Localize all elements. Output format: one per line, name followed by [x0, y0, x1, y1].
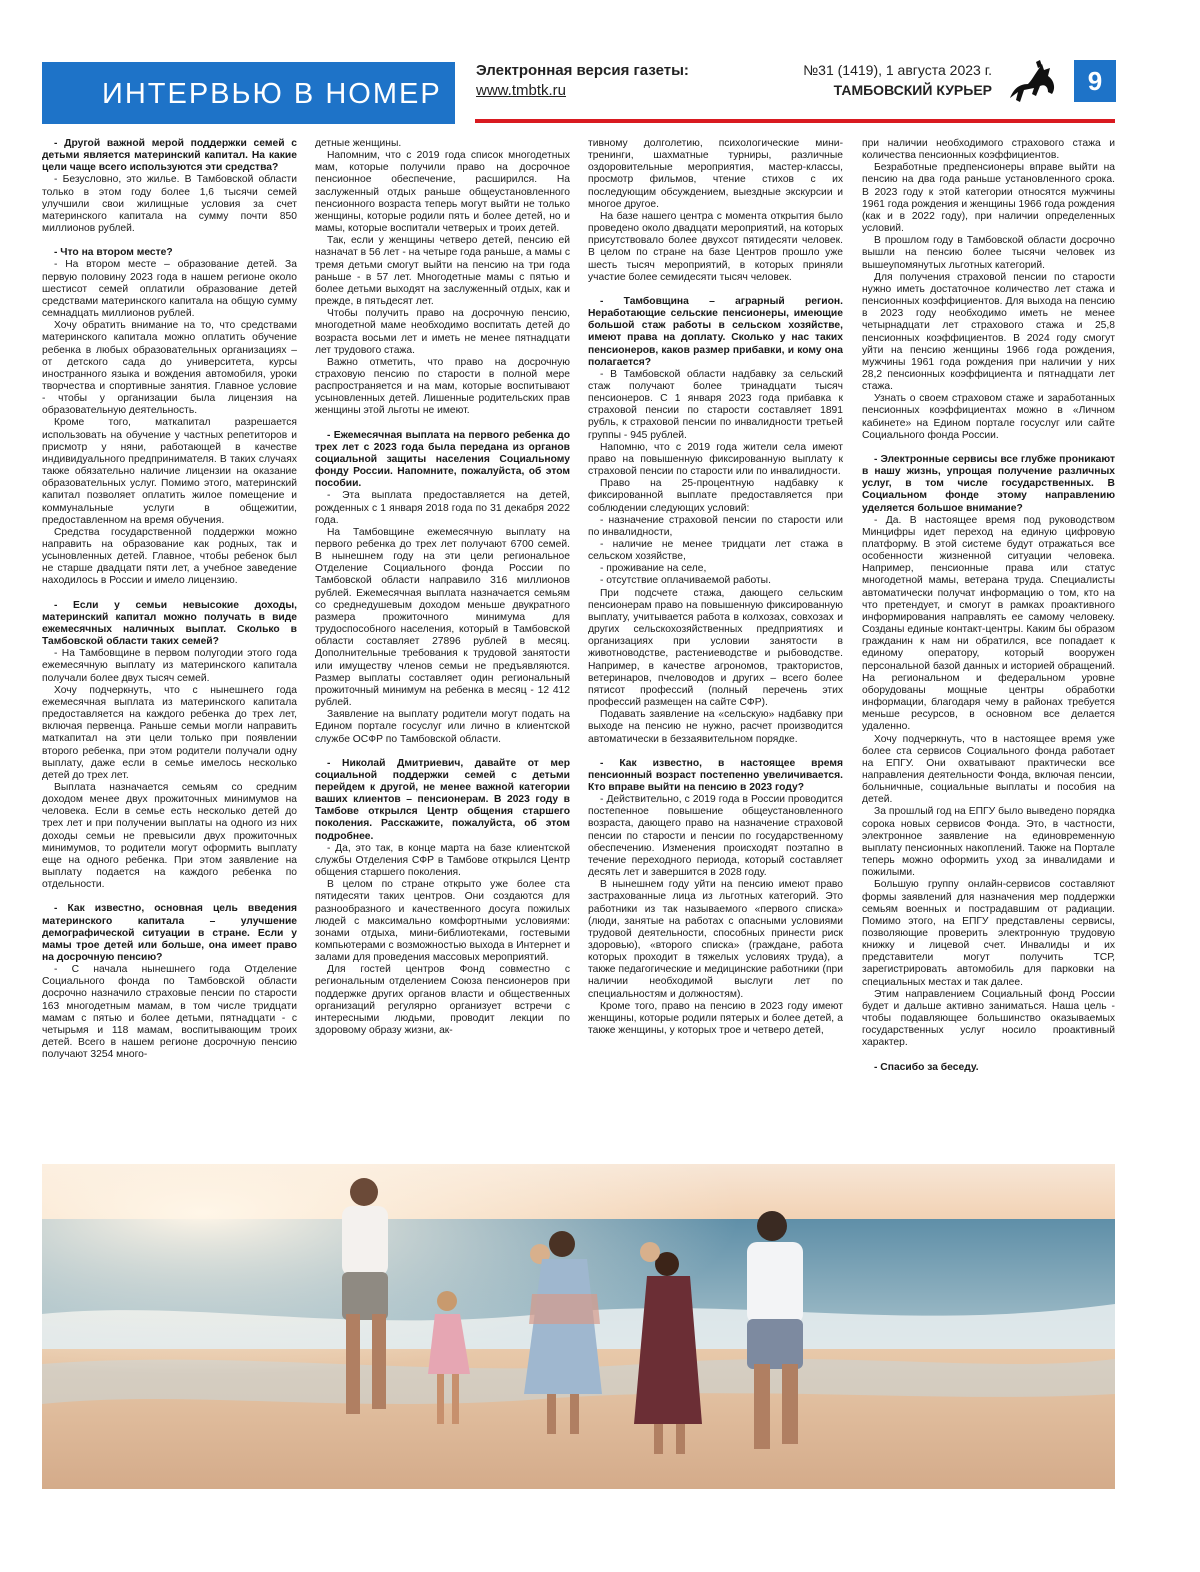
- article-paragraph: - наличие не менее тридцати лет стажа в сельском хозяйстве,: [588, 539, 843, 563]
- article-paragraph: - Действительно, с 2019 года в России проводится постепенное повышение общеустановленного возраста, дающего право на назначение страховой пенсии по старости и пенсии по государственному обеспечению. Изменения происходят поэтапно в течение переходного периода, который составляет десять лет и завершится в 2028 году.: [588, 794, 843, 879]
- article-paragraph: Безработные предпенсионеры вправе выйти на пенсию на два года раньше установленного срока. В 2023 году к этой категории относятся мужчины 1961 года рождения и женщины 1966 года рождения (как и в 2022 году), при наличии определенных условий.: [862, 162, 1115, 235]
- article-paragraph: В целом по стране открыто уже более ста пятидесяти таких центров. Они создаются для разнообразного и качественного досуга пожилых людей с максимально комфортными условиями: зонами отдыха, мини-библиотеками, гостевыми компьютерами с возможностью выхода в Интернет и залами для проведения массовых мероприятий.: [315, 879, 570, 964]
- page-number: 9: [1074, 60, 1116, 102]
- article-paragraph: Подавать заявление на «сельскую» надбавку при выходе на пенсию не нужно, расчет производится автоматически в беззаявительном порядке.: [588, 709, 843, 745]
- article-paragraph: тивному долголетию, психологические мини-тренинги, шахматные турниры, различные оздоровительные мероприятия, мастер-классы, просмотр фильмов, чтение стихов с их последующим обсуждением, выездные экскурсии и многое другое.: [588, 138, 843, 210]
- article-paragraph: Так, если у женщины четверо детей, пенсию ей назначат в 56 лет - на четыре года раньше, а мамы с тремя детьми смогут выйти на пенсию на три года раньше - в 57 лет. Многодетные мамы с пятью и более детьми выходят на заслуженный отдых, как и прежде, в пятьдесят лет.: [315, 235, 570, 308]
- article-paragraph: - Эта выплата предоставляется на детей, рожденных с 1 января 2018 года по 31 декабря 2022 года.: [315, 490, 570, 526]
- article-paragraph: В прошлом году в Тамбовской области досрочно вышли на пенсию более тысячи человек из вышеупомянутых льготных категорий.: [862, 235, 1115, 271]
- article-paragraph: Важно отметить, что право на досрочную страховую пенсию по старости в полной мере распространяется и на мам, которые воспитывают усыновленных детей. Лишенные родительских прав женщины этой льготы не имеют.: [315, 356, 570, 417]
- header-divider: [475, 119, 1115, 123]
- family-beach-photo: [42, 1164, 1115, 1489]
- section-banner: [42, 62, 455, 124]
- article-column-3: [588, 138, 843, 1160]
- article-paragraph: Средства государственной поддержки можно направить на образование как родных, так и усыновленных детей. Главное, чтобы ребенок был не старше двадцати пяти лет, а учебное заведение находилось в России и имело лицензию.: [42, 526, 297, 587]
- article-paragraph: - Да, это так, в конце марта на базе клиентской службы Отделения СФР в Тамбове открылся Центр общения старшего поколения.: [315, 842, 570, 879]
- article-paragraph: Напомню, что с 2019 года жители села имеют право на повышенную фиксированную выплату к страховой пенсии по старости или по инвалидности.: [588, 441, 843, 478]
- article-column-1: [42, 138, 297, 1160]
- article-paragraph: Для гостей центров Фонд совместно с региональным отделением Союза пенсионеров при поддержке других органов власти и общественных организаций регулярно организует встречи с интересными людьми, проводит лекции по здоровому образу жизни, ак-: [315, 964, 570, 1037]
- interview-question: - Электронные сервисы все глубже проникают в нашу жизнь, упрощая получение различных услуг, в том числе государственных. В Социальном фонде этому направлению уделяется большое внимание?: [862, 453, 1115, 514]
- article-paragraph: при наличии необходимого страхового стажа и количества пенсионных коэффициентов.: [862, 138, 1115, 162]
- article-paragraph: На Тамбовщине ежемесячную выплату на первого ребенка до трех лет получают 6700 семей. В нынешнем году на эти цели региональное Отделение Социального фонда России по Тамбовской области направило 316 миллионов рублей. Ежемесячная выплата назначается семьям со среднедушевым доходом меньше двукратного размера прожиточного минимума для трудоспособного населения, который в Тамбовской области составляет 27896 рублей в месяц. Дополнительные требования к трудовой занятости или имуществу членов семьи не предъявляются. Размер выплаты составляет один региональный прожиточный минимум на ребенка в месяц - 12 412 рублей.: [315, 526, 570, 709]
- interview-question: - Тамбовщина – аграрный регион. Неработающие сельские пенсионеры, имеющие большой стаж работы в сельском хозяйстве, имеют права на доплату. Сколько у нас таких пенсионеров, каков размер прибавки, и кому она полагается?: [588, 295, 843, 368]
- article-paragraph: - проживание на селе,: [600, 563, 707, 575]
- article-paragraph: - На Тамбовщине в первом полугодии этого года ежемесячную выплату из материнского капитала получали более двух тысяч семей.: [42, 648, 297, 684]
- interview-question: - Как известно, основная цель введения материнского капитала – улучшение демографической ситуации в стране. Если у мамы трое детей или больше, она имеет право на досрочную пенсию?: [42, 903, 297, 963]
- interview-question: - Ежемесячная выплата на первого ребенка до трех лет с 2023 года была передана из органов социальной защиты населения Социальному фонду России. Напомните, пожалуйста, об этом пособии.: [315, 429, 570, 490]
- article-paragraph: Право на 25-процентную надбавку к фиксированной выплате предоставляется при соблюдении следующих условий:: [588, 478, 843, 514]
- article-paragraph: - С начала нынешнего года Отделение Социального фонда по Тамбовской области досрочно назначило страховые пенсии по старости 163 многодетным мамам, в том числе тридцати мамам с пятью и более детьми, пятнадцати - с четырьмя и 118 мамам, воспитывающим троих детей. Всего в нашем регионе досрочную пенсию получают 3254 много-: [42, 964, 297, 1061]
- article-paragraph: Этим направлением Социальный фонд России будет и дальше активно заниматься. Наша цель - чтобы подавляющее большинство оказываемых государственных услуг носило проактивный характер.: [862, 988, 1115, 1049]
- article-paragraph: - В Тамбовской области надбавку за сельский стаж получают более тринадцати тысяч пенсионеров. С 1 января 2023 года прибавка к страховой пенсии по старости составляет 1891 рубль, к страховой пенсии по инвалидности третьей группы - 945 рублей.: [588, 368, 843, 441]
- interview-question: - Спасибо за беседу.: [874, 1061, 979, 1073]
- article-paragraph: - отсутствие оплачиваемой работы.: [600, 575, 771, 587]
- article-paragraph: - Да. В настоящее время под руководством Минцифры идет переход на единую цифровую платформу. В этой системе будут отражаться все особенности жизненной ситуации человека. Например, пенсионные права или статус многодетной мамы, ветерана труда. Специалисты автоматически получат информацию о том, кто на что претендует, и смогут в рамках проактивного информирования направлять ее самому человеку. Созданы единые контакт-центры. Каким бы образом гражданин к нам ни обратился, все попадает к единому оператору, который вооружен персональной базой данных и историей обращений. На региональном и федеральном уровне оборудованы мощные центры обработки информации, благодаря чему в районах требуется меньше ресурсов, в основном все делается удаленно.: [862, 514, 1115, 733]
- article-paragraph: Хочу обратить внимание на то, что средствами материнского капитала можно оплатить обучение ребенка в любых образовательных организациях – от детского сада до университета, курсы иностранного языка и вождения автомобиля, уроки творчества и спортивные занятия. Главное условие - чтобы у организации была лицензия на образовательную деятельность.: [42, 320, 297, 417]
- issue-info: №31 (1419), 1 августа 2023 г.: [803, 62, 992, 78]
- edition-url-link[interactable]: www.tmbtk.ru: [476, 82, 567, 99]
- article-paragraph: Хочу подчеркнуть, что в настоящее время уже более ста сервисов Социального фонда работает на ЕПГУ. Они охватывают практически все направления деятельности Фонда, включая пенсии, больничные, социальные выплаты и пособия на детей.: [862, 733, 1115, 806]
- article-paragraph: Заявление на выплату родители могут подать на Едином портале госуслуг или лично в клиентской службе ОСФР по Тамбовской области.: [315, 709, 570, 745]
- article-paragraph: - назначение страховой пенсии по старости или по инвалидности,: [588, 514, 843, 538]
- article-paragraph: - Безусловно, это жилье. В Тамбовской области только в этом году более 1,6 тысячи семей улучшили свои жилищные условия за счет материнского капитала на сумму почти 850 миллионов рублей.: [42, 174, 297, 235]
- article-paragraph: Выплата назначается семьям со средним доходом менее двух прожиточных минимумов на человека. Если в семье есть несколько детей до трех лет и при получении выплаты на одного из них доходы семьи не превысили двух прожиточных минимумов, то родители могут оформить выплату еще на одного ребенка. При этом заявление на выплату подается на каждого ребенка по отдельности.: [42, 781, 297, 891]
- article-paragraph: Кроме того, маткапитал разрешается использовать на обучение у частных репетиторов и присмотр у няни, работающей в качестве индивидуального предпринимателя. В таких случаях также обязательно наличие лицензии на оказание образовательных услуг. Помимо этого, материнский капитал позволяет оплатить жилое помещение и коммунальные услуги в общежитии, предоставленном на время обучения.: [42, 417, 297, 526]
- article-column-2: [315, 138, 570, 1160]
- horse-rider-logo-icon: [1002, 58, 1062, 108]
- article-column-4: [862, 138, 1115, 1160]
- interview-question: - Другой важной мерой поддержки семей с детьми является материнский капитал. На какие цели чаще всего используются эти средства?: [42, 138, 297, 174]
- article-paragraph: детные женщины.: [315, 138, 402, 149]
- interview-question: - Если у семьи невысокие доходы, материнский капитал можно получать в виде ежемесячных наличных выплат. Сколько в Тамбовской области таких семей?: [42, 599, 297, 648]
- section-title: ИНТЕРВЬЮ В НОМЕР: [102, 78, 442, 110]
- article-paragraph: Хочу подчеркнуть, что с нынешнего года ежемесячная выплата из материнского капитала предоставляется на каждого ребенка до трех лет, включая первенца. Раньше семьи могли направить маткапитал на эти цели только при появлении второго ребенка, при этом родители получали одну выплату, даже если в семье имелось несколько детей до трех лет.: [42, 684, 297, 781]
- article-paragraph: В нынешнем году уйти на пенсию имеют право застрахованные лица из льготных категорий. Это работники из так называемого «первого списка» (люди, занятые на работах с опасными условиями трудовой деятельности, способных принести риск здоровью), «второго списка» (граждане, работа которых проходит в тяжелых условиях труда), а также педагогические и медицинские работники (при наличии необходимой выслуги лет по специальностям и должностям).: [588, 879, 843, 1000]
- interview-question: - Как известно, в настоящее время пенсионный возраст постепенно увеличивается. Кто вправе выйти на пенсию в 2023 году?: [588, 757, 843, 793]
- article-paragraph: Чтобы получить право на досрочную пенсию, многодетной маме необходимо воспитать детей до возраста восьми лет и иметь не менее пятнадцати лет трудового стажа.: [315, 308, 570, 356]
- article-paragraph: На базе нашего центра с момента открытия было проведено около двадцати мероприятий, на которых присутствовало более двухсот пятидесяти человек. В целом по стране на базе Центров прошло уже шесть тысяч мероприятий, в которых приняли участие более семидесяти тысяч человек.: [588, 210, 843, 283]
- article-paragraph: Узнать о своем страховом стаже и заработанных пенсионных коэффициентах можно в «Личном кабинете» на Едином портале госуслуг или сайте Социального фонда России.: [862, 393, 1115, 441]
- article-paragraph: Напомним, что с 2019 года список многодетных мам, которые получили право на досрочное пенсионное обеспечение, расширился. На заслуженный отдых раньше общеустановленного пенсионного возраста теперь могут выйти не только женщины, которые родили пять и более детей, но и мамы, которые воспитали четверых и троих детей.: [315, 150, 570, 235]
- interview-question: - Николай Дмитриевич, давайте от мер социальной поддержки семей с детьми перейдем к другой, не менее важной категории ваших клиентов – пенсионерам. В 2023 году в Тамбове открылся Центр общения старшего поколения. Расскажите, пожалуйста, об этом подробнее.: [315, 757, 570, 842]
- article-paragraph: Кроме того, право на пенсию в 2023 году имеют женщины, которые родили пятерых и более детей, а также женщины, у которых трое и четверо детей,: [588, 1000, 843, 1037]
- article-paragraph: За прошлый год на ЕПГУ было выведено порядка сорока новых сервисов Фонда. Это, в частности, электронное заявление на единовременную выплату пенсионных накоплений. Также на Портале теперь можно оформить уход за инвалидами и пожилыми.: [862, 806, 1115, 879]
- newspaper-name: ТАМБОВСКИЙ КУРЬЕР: [833, 82, 992, 98]
- article-paragraph: - На втором месте – образование детей. За первую половину 2023 года в нашем регионе около шестисот семей оплатили образование детей средствами материнского капитала на общую сумму семнадцать миллионов рублей.: [42, 259, 297, 320]
- article-paragraph: При подсчете стажа, дающего сельским пенсионерам право на повышенную фиксированную выплату, учитывается работа в колхозах, совхозах и других сельскохозяйственных предприятиях и организациях при условии занятости в животноводстве, растениеводстве и рыбоводстве. Например, в качестве агрономов, трактористов, ветеринаров, пчеловодов и других – всего более пятисот профессий (полный перечень этих профессий размещен на сайте СФР).: [588, 587, 843, 709]
- interview-question: - Что на втором месте?: [54, 247, 173, 259]
- edition-label: Электронная версия газеты:: [476, 62, 689, 79]
- article-paragraph: Большую группу онлайн-сервисов составляют формы заявлений для назначения мер поддержки семьям военных и пострадавшим от радиации. Помимо этого, на ЕПГУ представлены сервисы, позволяющие проверить электронную трудовую книжку и лицевой счет. Инвалиды и их представители могут получить ТСР, зарегистрировать автомобиль для парковки на специальных местах и так далее.: [862, 879, 1115, 988]
- article-paragraph: Для получения страховой пенсии по старости нужно иметь достаточное количество лет стажа и пенсионных коэффициентов. Для выхода на пенсию в 2023 году необходимо иметь не менее четырнадцати лет страхового стажа и 25,8 пенсионных коэффициентов. В 2024 году смогут уйти на пенсию женщины 1966 года рождения, мужчины 1961 года рождения при наличии у них 28,2 пенсионных коэффициента и пятнадцати лет стажа.: [862, 271, 1115, 393]
